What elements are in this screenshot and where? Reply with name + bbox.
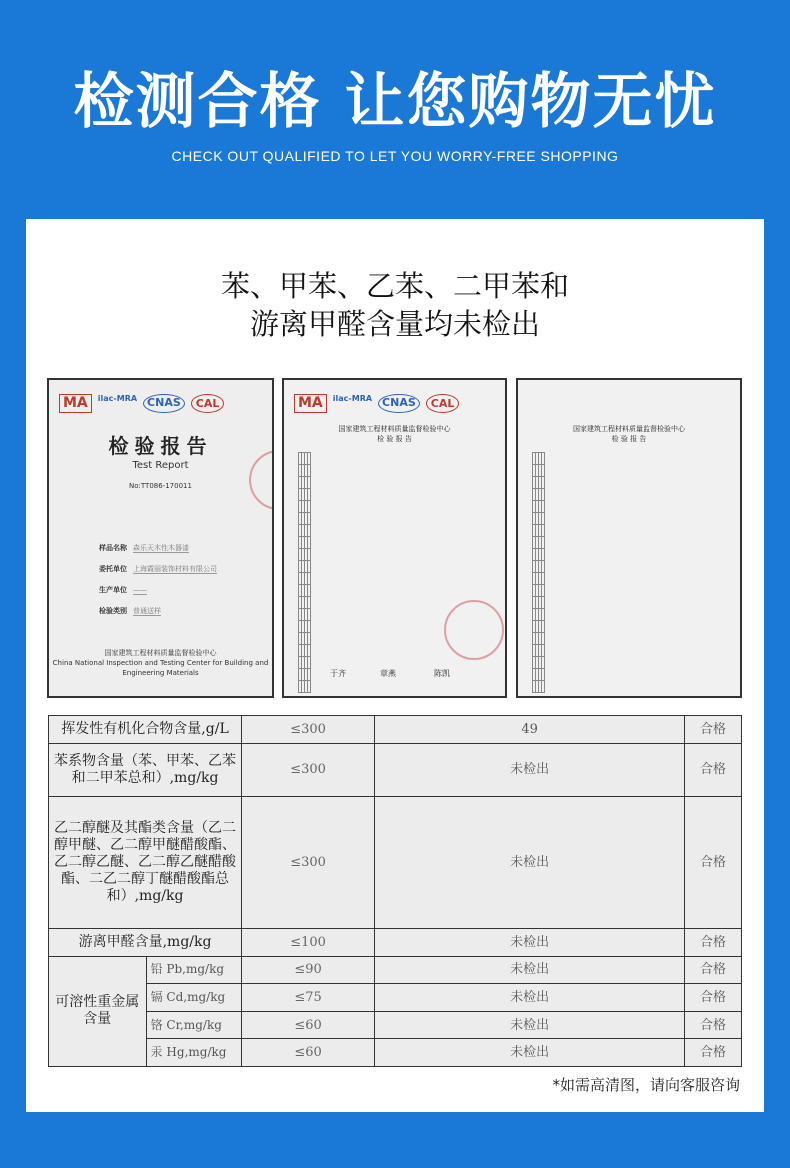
report-field: 委托单位 上海霞丽装饰材料有限公司	[99, 565, 217, 573]
seal-stamp	[249, 450, 274, 510]
table-row	[49, 797, 742, 929]
seal-stamp	[444, 600, 504, 660]
report-page-header: 国家建筑工程材料质量监督检验中心 检 验 报 告	[338, 425, 451, 443]
ma-logo: MA	[59, 394, 92, 413]
cnas-logo: CNAS	[378, 394, 420, 413]
verdict-cell: 合格	[685, 984, 742, 1012]
cal-logo: CAL	[191, 394, 225, 413]
cert-logos	[59, 394, 224, 413]
limit-cell: ≤90	[242, 956, 375, 984]
sub-item-cell: 铬 Cr,mg/kg	[146, 1011, 241, 1039]
cnas-logo: CNAS	[143, 394, 185, 413]
verdict-cell: 合格	[685, 716, 742, 744]
signature: 于齐	[330, 669, 346, 678]
verdict-cell: 合格	[685, 929, 742, 957]
ilac-logo: ilac-MRA	[332, 394, 373, 403]
table-row	[49, 1039, 742, 1067]
value-cell: 未检出	[375, 1039, 685, 1067]
table-row	[49, 956, 742, 984]
signature: 章燕	[380, 669, 396, 678]
limit-cell: ≤60	[242, 1011, 375, 1039]
claim-line-2: 游离甲醛含量均未检出	[249, 307, 540, 341]
value-cell: 未检出	[375, 956, 685, 984]
report-page-header: 国家建筑工程材料质量监督检验中心 检 验 报 告	[573, 425, 685, 443]
item-cell: 乙二醇醚及其酯类含量（乙二醇甲醚、乙二醇甲醚醋酸酯、乙二醇乙醚、乙二醇乙醚醋酸酯、二乙二醇丁醚醋酸酯总和）,mg/kg	[49, 797, 242, 929]
limit-cell: ≤300	[242, 797, 375, 929]
ilac-logo: ilac-MRA	[97, 394, 138, 403]
verdict-cell: 合格	[685, 1039, 742, 1067]
claim-line-1: 苯、甲苯、乙苯、二甲苯和	[220, 269, 569, 303]
report-number: No:TT086-170011	[129, 482, 192, 490]
report-footer: 国家建筑工程材料质量监督检验中心 China National Inspection and Testing Center for Building and Engineering Materials	[52, 649, 269, 677]
ma-logo: MA	[294, 394, 327, 413]
report-page-2-image[interactable]	[282, 378, 507, 698]
value-cell: 未检出	[375, 1011, 685, 1039]
cert-logos	[294, 394, 459, 413]
sub-item-cell: 铅 Pb,mg/kg	[146, 956, 241, 984]
table-row	[49, 716, 742, 744]
verdict-cell: 合格	[685, 743, 742, 797]
value-cell: 未检出	[375, 984, 685, 1012]
table-row	[49, 1011, 742, 1039]
report-field: 生产单位 ——	[99, 586, 147, 594]
report-panel	[26, 219, 764, 1112]
sub-item-cell: 汞 Hg,mg/kg	[146, 1039, 241, 1067]
report-page-3-image[interactable]	[516, 378, 742, 698]
report-page-table	[298, 452, 311, 693]
heavy-metal-group-cell: 可溶性重金属含量	[49, 956, 147, 1066]
value-cell: 未检出	[375, 929, 685, 957]
table-row	[49, 743, 742, 797]
limit-cell: ≤75	[242, 984, 375, 1012]
signature: 陈凯	[434, 669, 450, 678]
verdict-cell: 合格	[685, 1011, 742, 1039]
value-cell: 49	[375, 716, 685, 744]
claim-text	[26, 267, 764, 343]
results-table	[48, 715, 742, 1067]
item-cell: 游离甲醛含量,mg/kg	[49, 929, 242, 957]
verdict-cell: 合格	[685, 956, 742, 984]
hd-image-note: *如需高清图，请向客服咨询	[552, 1076, 740, 1094]
table-row	[49, 929, 742, 957]
report-field: 样品名称 森乐天木性木器漆	[99, 544, 189, 552]
report-fields	[99, 538, 217, 622]
item-cell: 苯系物含量（苯、甲苯、乙苯和二甲苯总和）,mg/kg	[49, 743, 242, 797]
report-field: 检验类别 普通送样	[99, 607, 161, 615]
table-row	[49, 984, 742, 1012]
report-title-en: Test Report	[132, 460, 189, 471]
report-page-table	[532, 452, 545, 693]
limit-cell: ≤60	[242, 1039, 375, 1067]
cal-logo: CAL	[426, 394, 460, 413]
hero-title: 检测合格 让您购物无忧	[73, 67, 717, 137]
report-cover-image[interactable]	[47, 378, 274, 698]
hero-subtitle: CHECK OUT QUALIFIED TO LET YOU WORRY-FREE SHOPPING	[171, 148, 619, 164]
item-cell: 挥发性有机化合物含量,g/L	[49, 716, 242, 744]
limit-cell: ≤300	[242, 716, 375, 744]
limit-cell: ≤100	[242, 929, 375, 957]
verdict-cell: 合格	[685, 797, 742, 929]
sub-item-cell: 镉 Cd,mg/kg	[146, 984, 241, 1012]
report-title: 检验报告	[108, 434, 213, 458]
limit-cell: ≤300	[242, 743, 375, 797]
value-cell: 未检出	[375, 743, 685, 797]
value-cell: 未检出	[375, 797, 685, 929]
